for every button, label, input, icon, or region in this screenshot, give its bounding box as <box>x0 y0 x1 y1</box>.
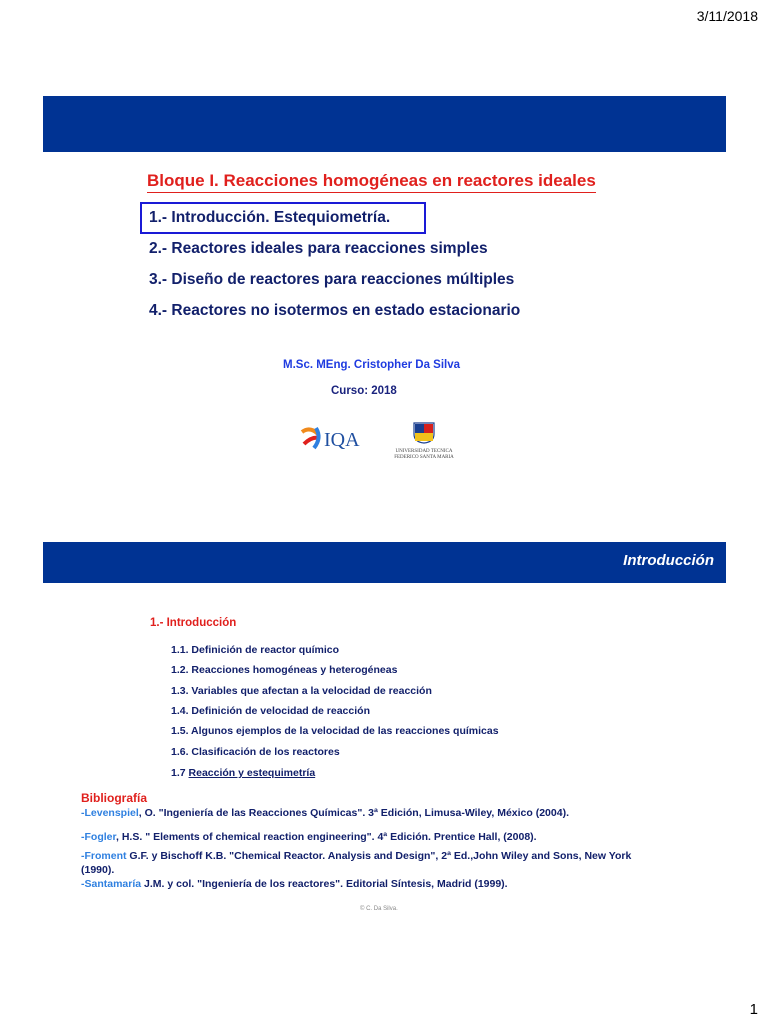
page-date: 3/11/2018 <box>696 8 758 24</box>
slide2-item-5: 1.5. Algunos ejemplos de la velocidad de las reacciones químicas <box>171 725 499 737</box>
bibliography-entry-3-cont: (1990). <box>81 864 115 876</box>
bibliography-heading: Bibliografía <box>81 791 148 805</box>
usm-logo-line1: UNIVERSIDAD TECNICA <box>395 449 453 454</box>
copyright-notice: © C. Da Silva. <box>360 906 398 912</box>
slide2-header-title: Introducción <box>623 552 714 569</box>
slide2-item-7 <box>171 767 315 779</box>
slide1-title: Bloque I. Reacciones homogéneas en reactores ideales <box>147 171 596 193</box>
slide2-heading: 1.- Introducción <box>150 617 237 629</box>
slide1-item-2: 2.- Reactores ideales para reacciones simples <box>149 240 488 257</box>
bibliography-entry-4 <box>81 878 508 890</box>
bibliography-entry-3 <box>81 850 631 862</box>
iqa-logo-text: IQA <box>324 429 360 451</box>
bibliography-text: , O. "Ingeniería de las Reacciones Químicas". 3ª Edición, Limusa-Wiley, México (2004). <box>138 807 569 819</box>
bibliography-author: -Santamaría <box>81 878 142 890</box>
iqa-logo <box>300 422 368 454</box>
bibliography-author: -Levenspiel <box>81 807 139 819</box>
slide2-item-1: 1.1. Definición de reactor químico <box>171 644 340 656</box>
usm-crest-icon <box>386 422 462 444</box>
page-number: 1 <box>749 1001 758 1018</box>
usm-logo <box>386 422 462 462</box>
slide1-header-band <box>43 96 726 152</box>
slide2-item-2: 1.2. Reacciones homogéneas y heterogéneas <box>171 664 398 676</box>
slide2-item-6: 1.6. Clasificación de los reactores <box>171 746 340 758</box>
bibliography-author: -Fogler <box>81 831 117 843</box>
bibliography-entry-2 <box>81 831 537 843</box>
course-year: Curso: 2018 <box>331 385 397 397</box>
iqa-logo-icon <box>300 422 368 454</box>
bibliography-text: J.M. y col. "Ingeniería de los reactores". Editorial Síntesis, Madrid (1999). <box>141 878 508 890</box>
slide2-item-7-prefix: 1.7 <box>171 767 186 779</box>
slide2-item-7-link[interactable]: Reacción y estequimetría <box>188 767 316 779</box>
bibliography-author: -Froment <box>81 850 127 862</box>
bibliography-text: , H.S. " Elements of chemical reaction engineering". 4ª Edición. Prentice Hall, (2008). <box>116 831 537 843</box>
author-name: M.Sc. MEng. Cristopher Da Silva <box>283 359 461 371</box>
slide2-item-3: 1.3. Variables que afectan a la velocidad de reacción <box>171 685 432 697</box>
slide2-item-4: 1.4. Definición de velocidad de reacción <box>171 705 370 717</box>
bibliography-entry-1 <box>81 807 569 819</box>
bibliography-text: G.F. y Bischoff K.B. "Chemical Reactor. Analysis and Design", 2ª Ed.,John Wiley and Sons, New York <box>126 850 632 862</box>
slide1-item-4: 4.- Reactores no isotermos en estado estacionario <box>149 302 521 319</box>
slide1-item-3: 3.- Diseño de reactores para reacciones múltiples <box>149 271 515 288</box>
usm-logo-line2: FEDERICO SANTA MARIA <box>394 455 454 460</box>
slide1-item-1: 1.- Introducción. Estequiometría. <box>149 209 391 226</box>
